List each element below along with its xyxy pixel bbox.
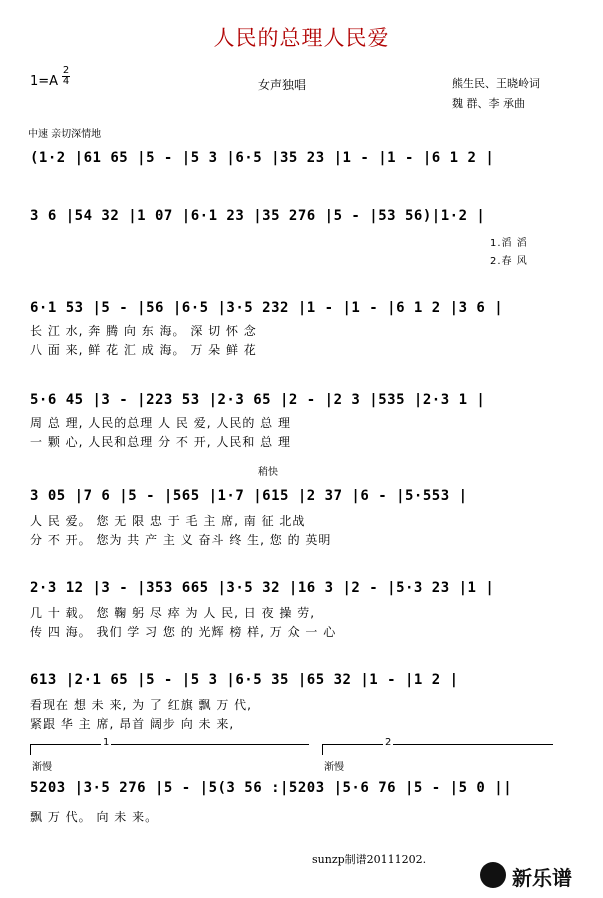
lyricists: 熊生民、王晓岭词 <box>452 77 540 90</box>
lyrics-verse-1: 看现在 想 未 来, 为 了 红旗 飘 万 代, <box>30 698 252 712</box>
score-row-1 <box>0 150 603 200</box>
page-title: 人民的总理人民爱 <box>213 26 390 50</box>
ending-number: 1 <box>103 737 110 748</box>
tempo-marking: 中速 亲切深情地 <box>28 129 102 140</box>
second-ending-bracket <box>322 737 553 755</box>
ritardando-1: 渐慢 <box>32 762 52 773</box>
lyrics-verse-2: 八 面 来, 鲜 花 汇 成 海。 万 朵 鲜 花 <box>30 343 257 357</box>
ritardando-2: 渐慢 <box>324 762 344 773</box>
logo-text: 新乐谱 <box>512 866 572 890</box>
ending-number: 2 <box>385 737 392 748</box>
score-row-5 <box>0 488 603 547</box>
lyrics-final: 飘 万 代。 向 未 来。 <box>30 810 159 824</box>
notation: 5203 |3·5 276 |5 - |5(3 56 :|5203 |5·6 76 |5 - |5 0 || <box>30 780 513 796</box>
record-icon <box>480 862 506 888</box>
time-signature: 2 4 <box>62 65 70 87</box>
first-ending-bracket <box>30 737 309 755</box>
lyrics-verse-2: 分 不 开。 您为 共 产 主 义 奋斗 终 生, 您 的 英明 <box>30 533 332 547</box>
notation: (1·2 |61 65 |5 - |5 3 |6·5 |35 23 |1 - |1 - |6 1 2 | <box>30 150 495 166</box>
verse-2-start: 2.春 风 <box>490 256 528 267</box>
key-signature: 1=A <box>30 74 59 89</box>
lyrics-verse-2: 一 颗 心, 人民和总理 分 不 开, 人民和 总 理 <box>30 435 291 449</box>
lyrics-verse-2: 传 四 海。 我们 学 习 您 的 光辉 榜 样, 万 众 一 心 <box>30 625 337 639</box>
notation: 3 6 |54 32 |1 07 |6·1 23 |35 276 |5 - |53 56)|1·2 | <box>30 208 486 224</box>
score-row-2 <box>0 208 603 267</box>
notation: 6·1 53 |5 - |56 |6·5 |3·5 232 |1 - |1 - |6 1 2 |3 6 | <box>30 300 504 316</box>
lyrics-verse-1: 人 民 爱。 您 无 限 忠 于 毛 主 席, 南 征 北战 <box>30 514 306 528</box>
composers: 魏 群、李 承曲 <box>452 97 525 110</box>
verse-1-start: 1.滔 滔 <box>490 238 528 249</box>
score-row-4 <box>0 392 603 449</box>
transcriber-signature: sunzp制谱20111202. <box>312 853 427 866</box>
lyrics-verse-1: 几 十 载。 您 鞠 躬 尽 瘁 为 人 民, 日 夜 操 劳, <box>30 606 316 620</box>
score-row-6 <box>0 580 603 639</box>
score-row-7 <box>0 672 603 731</box>
notation: 5·6 45 |3 - |223 53 |2·3 65 |2 - |2 3 |535 |2·3 1 | <box>30 392 486 408</box>
notation: 613 |2·1 65 |5 - |5 3 |6·5 35 |65 32 |1 - |1 2 | <box>30 672 459 688</box>
score-row-3 <box>0 300 603 357</box>
credits <box>452 74 540 114</box>
lyrics-verse-1: 周 总 理, 人民的总理 人 民 爱, 人民的 总 理 <box>30 416 291 430</box>
performance-type: 女声独唱 <box>258 78 307 92</box>
lyrics-verse-2: 紧跟 华 主 席, 昂首 阔步 向 未 来, <box>30 717 235 731</box>
tempo-change: 稍快 <box>258 467 278 478</box>
score-row-8 <box>0 780 603 830</box>
lyrics-verse-1: 长 江 水, 奔 腾 向 东 海。 深 切 怀 念 <box>30 324 257 338</box>
notation: 3 05 |7 6 |5 - |565 |1·7 |615 |2 37 |6 - |5·553 | <box>30 488 468 504</box>
notation: 2·3 12 |3 - |353 665 |3·5 32 |16 3 |2 - |5·3 23 |1 | <box>30 580 495 596</box>
site-logo <box>478 860 598 892</box>
